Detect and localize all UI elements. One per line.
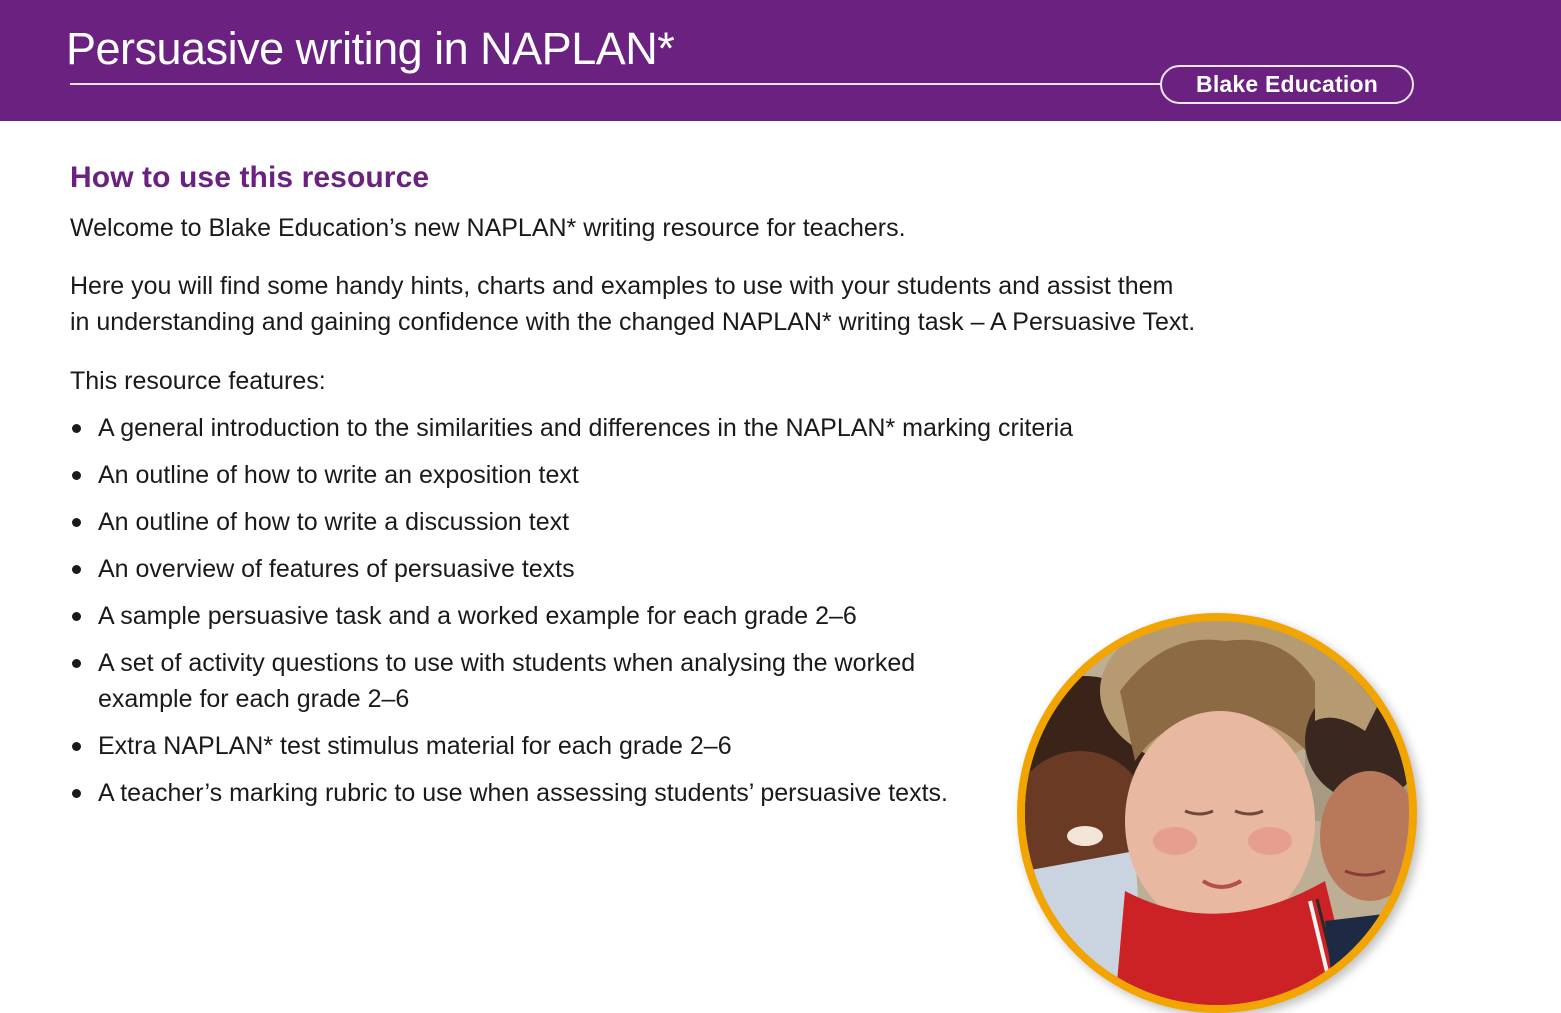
list-item (70, 410, 1073, 446)
bullet-icon (72, 742, 81, 751)
list-item (70, 728, 1073, 764)
list-item-text: An outline of how to write a discussion text (98, 508, 570, 536)
list-item (70, 551, 1073, 587)
children-reading-photo (1025, 621, 1409, 1005)
section-heading: How to use this resource (70, 161, 430, 194)
list-item-text: A sample persuasive task and a worked example for each grade 2–6 (98, 602, 857, 630)
intro-paragraph (70, 268, 1195, 340)
list-item-text: An overview of features of persuasive texts (98, 555, 575, 583)
circular-photo-frame (1017, 613, 1417, 1013)
features-label: This resource features: (70, 367, 326, 395)
list-item (70, 775, 1073, 811)
bullet-icon (72, 471, 81, 480)
page-title: Persuasive writing in NAPLAN* (66, 23, 675, 74)
list-item-text: Extra NAPLAN* test stimulus material for each grade 2–6 (98, 732, 732, 760)
photo-illustration (1025, 621, 1409, 1005)
welcome-paragraph: Welcome to Blake Education’s new NAPLAN* writing resource for teachers. (70, 214, 906, 242)
brand-badge: Blake Education (1160, 65, 1414, 104)
feature-list (70, 410, 1073, 822)
list-item (70, 598, 1073, 634)
list-item-text: A general introduction to the similarities and differences in the NAPLAN* marking criteria (98, 414, 1074, 442)
list-item-text: An outline of how to write an exposition text (98, 461, 579, 489)
page-header (0, 0, 1561, 121)
header-divider (70, 83, 1162, 85)
list-item-text-continued: example for each grade 2–6 (98, 685, 410, 713)
bullet-icon (72, 659, 81, 668)
bullet-icon (72, 789, 81, 798)
intro-line-1: Here you will find some handy hints, charts and examples to use with your students and assist them (70, 272, 1174, 300)
intro-line-2: in understanding and gaining confidence with the changed NAPLAN* writing task – A Persuasive Text. (70, 308, 1196, 336)
bullet-icon (72, 565, 81, 574)
main-content (70, 158, 1320, 807)
list-item (70, 457, 1073, 493)
list-item (70, 504, 1073, 540)
bullet-icon (72, 518, 81, 527)
list-item (70, 645, 1073, 717)
bullet-icon (72, 424, 81, 433)
bullet-icon (72, 612, 81, 621)
list-item-text: A set of activity questions to use with students when analysing the worked (98, 649, 916, 677)
list-item-text: A teacher’s marking rubric to use when assessing students’ persuasive texts. (98, 779, 948, 807)
